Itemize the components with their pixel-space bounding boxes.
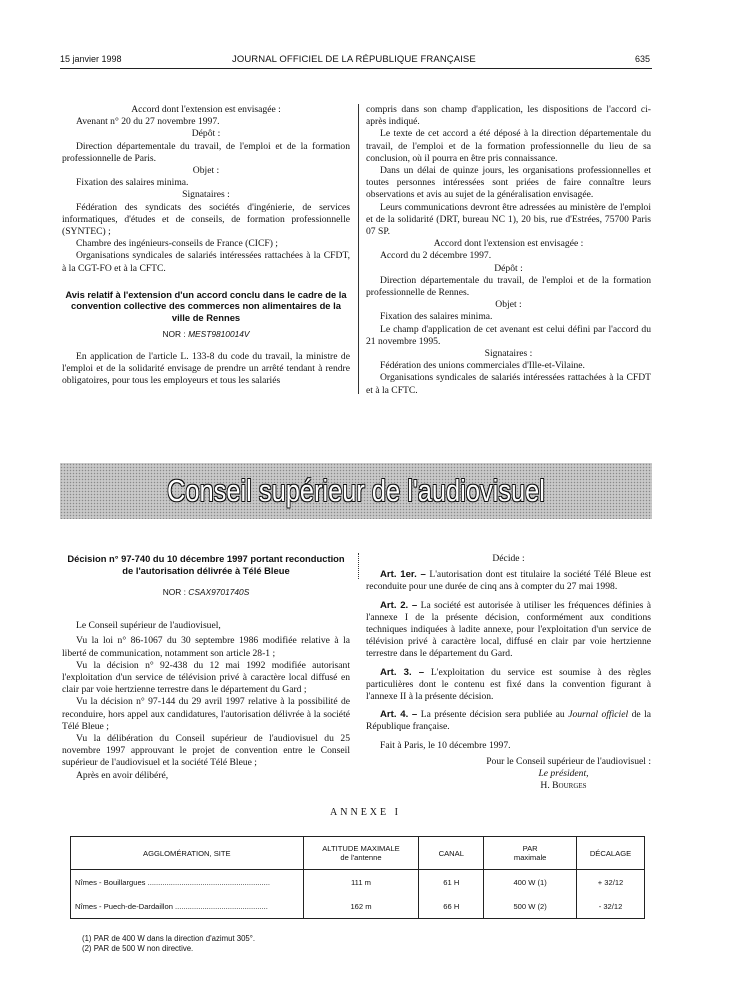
journal-title: JOURNAL OFFICIEL DE LA RÉPUBLIQUE FRANÇAISE [232, 54, 476, 65]
top-right-column [366, 104, 651, 397]
signature-role [366, 768, 651, 780]
paragraph: Leurs communications devront être adressées au ministère de l'emploi et de la solidarité (DRT, bureau NC 1), 20 bis, rue d'Estrées, 75700 Paris 07 SP. [366, 201, 651, 238]
column-header-line: de l'antenne [340, 853, 382, 862]
paragraph: Accord dont l'extension est envisagée : [131, 104, 281, 115]
paragraph: Dépôt : [494, 262, 523, 274]
paragraph: Accord du 2 décembre 1997. [380, 250, 492, 262]
column-header: AGGLOMÉRATION, SITE [71, 837, 304, 870]
footnote: (2) PAR de 500 W non directive. [82, 944, 194, 953]
decalage-cell: + 32/12 [577, 870, 645, 895]
article-label: Art. 2. – [380, 599, 418, 611]
nor-label: NOR : [162, 329, 186, 340]
paragraph: Objet : [495, 299, 522, 311]
par-cell: 500 W (2) [484, 894, 577, 919]
top-left-column [62, 104, 350, 387]
par-cell: 400 W (1) [484, 870, 577, 895]
paragraph: Dans un délai de quinze jours, les organisations professionnelles et toutes personnes intéressées sont priées de faire connaître leurs observations et avis au sujet de la généralisation envisagée. [366, 165, 651, 201]
article-text: La présente décision sera publiée au [420, 709, 565, 721]
paragraph: Le champ d'application de cet avenant est celui défini par l'accord du 21 novembre 1995. [366, 323, 651, 347]
section-banner [60, 463, 652, 519]
nor-label: NOR : [162, 587, 186, 597]
fait-line: Fait à Paris, le 10 décembre 1997. [380, 739, 511, 751]
signature-line: Pour le Conseil supérieur de l'audiovisuel : [486, 755, 651, 767]
article-2 [366, 600, 651, 661]
page-number: 635 [634, 54, 650, 64]
journal-name: Journal officiel [568, 709, 629, 721]
paragraph: Après en avoir délibéré, [76, 769, 169, 781]
paragraph: Vu la loi n° 86-1067 du 30 septembre 1986 modifiée relative à la liberté de communication, notamment son article 28-1 ; [62, 635, 350, 659]
paragraph: Le Conseil supérieur de l'audiovisuel, [76, 620, 221, 632]
article-4 [366, 709, 651, 733]
column-divider [358, 104, 359, 394]
paragraph: Signataires : [182, 189, 230, 201]
column-header-line: maximale [513, 853, 547, 862]
paragraph: Vu la délibération du Conseil supérieur de l'audiovisuel du 25 novembre 1997 approuvant le projet de convention entre le Conseil supérieur de l'audiovisuel et la société Télé Bleue ; [62, 733, 350, 769]
decide-label: Décide : [492, 553, 525, 564]
header-rule [60, 68, 652, 69]
paragraph: Le texte de cet accord a été déposé à la direction départementale du travail, de l'emploi et de la formation professionnelle du lieu de sa conclusion, où il pourra en être pris connaissance. [366, 128, 651, 164]
article-label: Art. 1er. – [380, 569, 426, 581]
paragraph: Vu la décision n° 97-144 du 29 avril 1997 relative à la possibilité de reconduire, hors appel aux candidatures, l'autorisation délivrée à la société Télé Bleue ; [62, 696, 350, 732]
table-row [71, 894, 645, 919]
article-text: L'exploitation du service est soumise à des règles particulières dont le contenu est fixé dans la convention figurant à l'annexe II à la présente décision. [366, 666, 651, 703]
annexe-table [70, 836, 645, 919]
site-cell: Nîmes - Bouillargues .......................................................... [71, 870, 304, 895]
paragraph: Objet : [192, 165, 220, 177]
paragraph: compris dans son champ d'application, les dispositions de l'accord ci-après indiqué. [366, 104, 651, 128]
site-cell: Nîmes - Puech-de-Dardaillon ............................................ [71, 894, 304, 919]
paragraph: Signataires : [484, 348, 533, 360]
issue-date: 15 janvier 1998 [60, 54, 122, 64]
decalage-cell: - 32/12 [577, 894, 645, 919]
paragraph: Direction départementale du travail, de l'emploi et de la formation professionnelle de Paris. [62, 140, 350, 164]
paragraph: Accord dont l'extension est envisagée : [433, 238, 584, 250]
bottom-left-column [62, 553, 350, 782]
paragraph: Avenant n° 20 du 27 novembre 1997. [76, 116, 220, 128]
altitude-cell: 111 m [303, 870, 419, 895]
article-text: L'autorisation dont est titulaire la société Télé Bleue est reconduite pour une durée de cinq ans à compter du 27 mai 1998. [366, 569, 651, 593]
nor-code: CSAX9701740S [188, 587, 250, 597]
signature-name: H. Bourges [540, 780, 587, 792]
avis-title: Avis relatif à l'extension d'un accord conclu dans le cadre de la convention collective des commerces non alimentaires de la ville de Rennes [65, 288, 347, 323]
page-header [60, 54, 650, 68]
section-title: Conseil supérieur de l'audiovisuel [167, 473, 545, 508]
column-header-line: ALTITUDE MAXIMALE [322, 844, 400, 853]
article-label: Art. 4. – [380, 709, 418, 721]
article-text: de la République française. [366, 709, 651, 733]
paragraph: Organisations syndicales de salariés intéressées rattachées à la CFDT et à la CFTC. [366, 372, 651, 396]
column-header [484, 837, 577, 870]
annexe-title: ANNEXE I [330, 807, 401, 818]
column-header [303, 837, 419, 870]
bottom-right-column [366, 553, 651, 792]
article-1 [366, 569, 651, 593]
paragraph: Fixation des salaires minima. [76, 177, 189, 189]
paragraph: Fédération des syndicats des sociétés d'ingénierie, de services informatiques, d'études et de conseils, de formation professionnelle (SYNTEC) ; [62, 201, 350, 238]
paragraph: Vu la décision n° 92-438 du 12 mai 1992 modifiée autorisant l'exploitation d'un service de télévision privé à caractère local diffusé en clair par voie hertzienne terrestre dans le département du Gard ; [62, 659, 350, 696]
paragraph: Direction départementale du travail, de l'emploi et de la formation professionnelle de Rennes. [366, 274, 651, 299]
column-divider [358, 553, 359, 579]
decision-title: Décision n° 97-740 du 10 décembre 1997 portant reconduction de l'autorisation délivrée à Télé Bleue [67, 553, 345, 576]
canal-cell: 66 H [419, 894, 484, 919]
altitude-cell: 162 m [303, 894, 419, 919]
column-header-line: PAR [522, 844, 538, 853]
table-row [71, 870, 645, 895]
paragraph: Chambre des ingénieurs-conseils de France (CICF) ; [76, 238, 278, 250]
paragraph: Fédération des unions commerciales d'Ille-et-Vilaine. [380, 360, 585, 372]
paragraph: Fixation des salaires minima. [380, 311, 493, 323]
president-label: Le président, [538, 768, 589, 780]
paragraph: Organisations syndicales de salariés intéressées rattachées à la CFDT, à la CGT-FO et à la CFTC. [62, 250, 350, 274]
table-footnotes [82, 934, 255, 954]
canal-cell: 61 H [419, 870, 484, 895]
article-label: Art. 3. – [380, 666, 425, 678]
site-name: Nîmes - Puech-de-Dardaillon [75, 901, 173, 911]
table-header-row [71, 837, 645, 870]
article-text: La société est autorisée à utiliser les fréquences définies à l'annexe I de la présente décision, conformément aux conditions techniques indiquées à ladite annexe, pour l'exploitation d'un service de télévision privé à caractère local, diffusé en clair par voie hertzienne terrestre dans le département du Gard. [366, 599, 651, 660]
paragraph: En application de l'article L. 133-8 du code du travail, la ministre de l'emploi et de la solidarité envisage de prendre un arrêté tendant à rendre obligatoires, pour tous les employeurs et tous les salariés [62, 350, 350, 386]
paragraph: Dépôt : [191, 128, 221, 140]
column-header: DÉCALAGE [577, 837, 645, 870]
article-3 [366, 667, 651, 704]
nor-code: MEST9810014V [188, 329, 250, 340]
footnote: (1) PAR de 400 W dans la direction d'azimut 305°. [82, 934, 256, 943]
site-name: Nîmes - Bouillargues [75, 877, 146, 887]
nor-reference [62, 328, 350, 340]
column-header: CANAL [419, 837, 484, 870]
nor-reference [62, 586, 350, 598]
